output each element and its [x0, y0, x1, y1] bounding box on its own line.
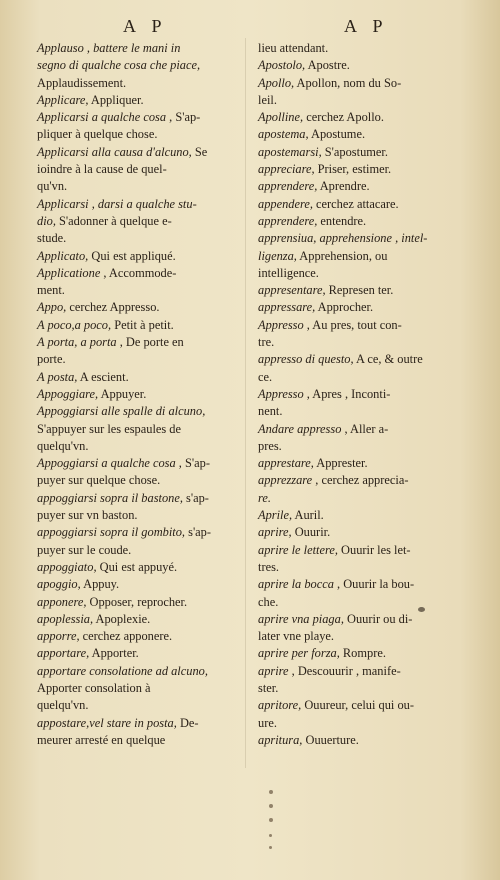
entry-term: aprire vna piaga, — [258, 611, 344, 626]
dictionary-line — [258, 524, 462, 541]
dictionary-line — [37, 351, 237, 368]
header-left: A P — [123, 16, 168, 36]
dictionary-line — [258, 230, 462, 247]
entry-definition: entendre. — [317, 213, 367, 228]
dictionary-line — [37, 317, 237, 334]
entry-term: appreciare, — [258, 162, 315, 177]
entry-term: appoggiarsi sopra il bastone, — [37, 490, 183, 505]
dictionary-line — [258, 732, 462, 749]
entry-definition: porte. — [37, 352, 66, 367]
dictionary-line — [37, 126, 237, 143]
entry-definition: Apollon, nom du So- — [294, 75, 402, 90]
entry-term: appoggiato, — [37, 559, 97, 574]
entry-definition: intelligence. — [258, 265, 319, 280]
dictionary-line — [258, 213, 462, 230]
dictionary-line — [37, 680, 237, 697]
entry-definition: S'apostumer. — [321, 144, 388, 159]
dictionary-line — [258, 161, 462, 178]
entry-term: apportare, — [37, 646, 90, 661]
entry-definition: pliquer à quelque chose. — [37, 127, 158, 142]
dictionary-line — [37, 265, 237, 282]
dictionary-line — [37, 628, 237, 645]
dictionary-line — [258, 178, 462, 195]
entry-definition: ce. — [258, 369, 273, 384]
entry-definition: quelqu'vn. — [37, 698, 89, 713]
dictionary-line — [37, 594, 237, 611]
entry-term: apprendere, — [258, 179, 318, 194]
dictionary-line — [258, 92, 462, 109]
entry-term: apoplessia, — [37, 611, 94, 626]
dictionary-line — [258, 57, 462, 74]
dictionary-line — [37, 403, 237, 420]
entry-definition: Priser, estimer. — [314, 162, 392, 177]
dictionary-line — [37, 524, 237, 541]
dictionary-line — [37, 438, 237, 455]
page-ornament — [266, 790, 276, 850]
entry-term: apritura, — [258, 732, 303, 747]
entry-term: appressare, — [258, 300, 316, 315]
dictionary-line — [258, 265, 462, 282]
entry-term: Appresso — [258, 317, 304, 332]
entry-term: Andare appresso — [258, 421, 342, 436]
entry-definition: , Ouurir la bou- — [333, 577, 415, 592]
dictionary-line — [258, 611, 462, 628]
dictionary-line — [37, 611, 237, 628]
right-column — [258, 40, 462, 749]
running-header — [0, 16, 500, 38]
entry-definition: puyer sur quelque chose. — [37, 473, 161, 488]
entry-term: apostema, — [258, 127, 309, 142]
dictionary-line — [258, 490, 462, 507]
dictionary-line — [37, 715, 237, 732]
entry-definition: later vne playe. — [258, 629, 335, 644]
dictionary-line — [258, 299, 462, 316]
dictionary-line — [37, 386, 237, 403]
entry-term: apprezzare — [258, 473, 313, 488]
header-right: A P — [344, 16, 389, 36]
entry-definition: pres. — [258, 438, 282, 453]
dictionary-line — [37, 663, 237, 680]
entry-term: appresentare, — [258, 283, 326, 298]
entry-definition: cerchez apponere. — [79, 629, 173, 644]
entry-definition: Represen ter. — [325, 283, 394, 298]
entry-definition: tre. — [258, 335, 275, 350]
entry-term: Appoggiare, — [37, 386, 99, 401]
dictionary-line — [37, 334, 237, 351]
entry-term: aprire la bocca — [258, 577, 334, 592]
entry-term: Applicatione — [37, 265, 101, 280]
dictionary-line — [258, 697, 462, 714]
entry-definition: , Au pres, tout con- — [303, 317, 402, 332]
dictionary-line — [37, 369, 237, 386]
entry-definition: quelqu'vn. — [37, 438, 89, 453]
dictionary-line — [37, 576, 237, 593]
entry-definition: meurer arresté en quelque — [37, 732, 166, 747]
dictionary-line — [258, 109, 462, 126]
dictionary-line — [37, 542, 237, 559]
dictionary-line — [37, 75, 237, 92]
dictionary-line — [258, 282, 462, 299]
entry-term: Applauso , battere le mani in — [37, 41, 181, 55]
dictionary-line — [258, 645, 462, 662]
entry-definition: lieu attendant. — [258, 41, 329, 55]
column-divider — [245, 38, 246, 768]
dictionary-line — [37, 178, 237, 195]
dictionary-line — [37, 559, 237, 576]
entry-term: Appoggiarsi a qualche cosa — [37, 456, 176, 471]
dictionary-line — [258, 455, 462, 472]
entry-term: appresso di questo, — [258, 352, 354, 367]
entry-definition: S'adonner à quelque e- — [55, 213, 172, 228]
entry-term: Apostolo, — [258, 58, 306, 73]
entry-definition: Apprehension, ou — [296, 248, 388, 263]
left-column — [37, 40, 237, 749]
entry-definition: , Accommode- — [100, 265, 177, 280]
dictionary-line — [258, 715, 462, 732]
entry-term: apoggio, — [37, 577, 81, 592]
entry-definition: Auril. — [292, 508, 324, 523]
dictionary-line — [37, 490, 237, 507]
entry-definition: ure. — [258, 715, 277, 730]
entry-term: apportare consolatione ad alcuno, — [37, 663, 208, 678]
entry-definition: Qui est appliqué. — [88, 248, 176, 263]
entry-term: apostemarsi, — [258, 144, 322, 159]
entry-term: A posta, — [37, 369, 78, 384]
dictionary-line — [37, 732, 237, 749]
entry-definition: , Aller a- — [341, 421, 389, 436]
dictionary-line — [258, 126, 462, 143]
entry-term: aprire, — [258, 525, 292, 540]
entry-term: aprire — [258, 663, 289, 678]
ink-blot — [418, 607, 425, 612]
entry-term: Applicare, — [37, 92, 89, 107]
entry-definition: s'ap- — [182, 490, 209, 505]
entry-term: Appo, — [37, 300, 67, 315]
dictionary-line — [258, 472, 462, 489]
entry-definition: Petit à petit. — [111, 317, 174, 332]
dictionary-line — [258, 40, 462, 57]
dictionary-line — [258, 144, 462, 161]
entry-term: apprendere, — [258, 213, 318, 228]
entry-term: Appresso — [258, 386, 304, 401]
entry-definition: Ouurir les let- — [337, 542, 411, 557]
dictionary-line — [37, 455, 237, 472]
entry-term: appostare,vel stare in posta, — [37, 715, 177, 730]
entry-term: re. — [258, 490, 271, 505]
entry-term: A porta, a porta — [37, 335, 117, 350]
entry-definition: ioindre à la cause de quel- — [37, 162, 167, 177]
entry-definition: ment. — [37, 283, 65, 298]
entry-definition: puyer sur le coude. — [37, 542, 132, 557]
entry-term: Aprile, — [258, 508, 293, 523]
dictionary-line — [37, 92, 237, 109]
entry-definition: , S'ap- — [166, 110, 201, 125]
entry-term: aprire per forza, — [258, 646, 340, 661]
entry-definition: puyer sur vn baston. — [37, 508, 138, 523]
entry-term: apprestare, — [258, 456, 314, 471]
dictionary-line — [37, 161, 237, 178]
dictionary-line — [258, 196, 462, 213]
dictionary-line — [37, 40, 237, 57]
entry-definition: Ouuerture. — [302, 732, 359, 747]
entry-definition: qu'vn. — [37, 179, 68, 194]
entry-definition: Appuyer. — [98, 386, 147, 401]
entry-definition: leil. — [258, 92, 277, 107]
entry-definition: Apoplexie. — [93, 611, 151, 626]
dictionary-line — [37, 282, 237, 299]
entry-definition: Apostume. — [308, 127, 366, 142]
entry-term: Apollo, — [258, 75, 295, 90]
dictionary-line — [37, 109, 237, 126]
entry-definition: , S'ap- — [175, 456, 210, 471]
entry-definition: Ouurir. — [291, 525, 331, 540]
entry-definition: Apostre. — [305, 58, 350, 73]
entry-term: aprire le lettere, — [258, 542, 338, 557]
dictionary-line — [258, 576, 462, 593]
dictionary-line — [37, 144, 237, 161]
entry-definition: Aprendre. — [317, 179, 370, 194]
entry-term: ligenza, — [258, 248, 297, 263]
dictionary-line — [37, 299, 237, 316]
dictionary-line — [37, 421, 237, 438]
dictionary-line — [258, 594, 462, 611]
entry-definition: Appliquer. — [88, 92, 144, 107]
entry-definition: Ouurir ou di- — [343, 611, 413, 626]
entry-term: dio, — [37, 213, 56, 228]
dictionary-line — [37, 697, 237, 714]
dictionary-line — [258, 248, 462, 265]
entry-term: segno di qualche cosa che piace, — [37, 58, 201, 73]
dictionary-line — [37, 57, 237, 74]
dictionary-line — [37, 230, 237, 247]
dictionary-line — [258, 351, 462, 368]
dictionary-line — [37, 645, 237, 662]
entry-definition: cerchez Apollo. — [303, 110, 384, 125]
dictionary-line — [37, 248, 237, 265]
dictionary-line — [37, 213, 237, 230]
entry-term: Apolline, — [258, 110, 304, 125]
entry-term: Applicarsi a qualche cosa — [37, 110, 167, 125]
dictionary-line — [258, 628, 462, 645]
entry-definition: , Apres , Inconti- — [303, 386, 391, 401]
dictionary-line — [37, 472, 237, 489]
dictionary-line — [258, 507, 462, 524]
entry-definition: stude. — [37, 231, 67, 246]
dictionary-line — [258, 369, 462, 386]
dictionary-line — [37, 507, 237, 524]
entry-definition: Qui est appuyé. — [96, 559, 178, 574]
entry-term: apprensiua, apprehensione , intel- — [258, 231, 428, 246]
dictionary-line — [258, 559, 462, 576]
entry-term: A poco,a poco, — [37, 317, 112, 332]
entry-term: Applicato, — [37, 248, 89, 263]
dictionary-line — [258, 317, 462, 334]
entry-term: appendere, — [258, 196, 313, 211]
dictionary-line — [258, 334, 462, 351]
dictionary-line — [37, 196, 237, 213]
entry-definition: , Descouurir , manife- — [288, 663, 401, 678]
entry-definition: Appuy. — [80, 577, 120, 592]
entry-term: Applicarsi , darsi a qualche stu- — [37, 196, 197, 211]
entry-definition: A ce, & outre — [353, 352, 423, 367]
dictionary-line — [258, 663, 462, 680]
dictionary-line — [258, 386, 462, 403]
entry-definition: A escient. — [77, 369, 129, 384]
entry-definition: Apprester. — [313, 456, 368, 471]
dictionary-line — [258, 438, 462, 455]
entry-definition: Applaudissement. — [37, 75, 127, 90]
entry-definition: cerchez Appresso. — [66, 300, 160, 315]
dictionary-line — [258, 421, 462, 438]
entry-definition: Se — [191, 144, 208, 159]
entry-definition: cerchez attacare. — [312, 196, 399, 211]
entry-definition: , De porte en — [116, 335, 184, 350]
entry-definition: tres. — [258, 559, 279, 574]
entry-definition: che. — [258, 594, 279, 609]
dictionary-line — [258, 680, 462, 697]
dictionary-line — [258, 403, 462, 420]
dictionary-line — [258, 542, 462, 559]
entry-definition: S'appuyer sur les espaules de — [37, 421, 181, 436]
entry-term: Appoggiarsi alle spalle di alcuno, — [37, 404, 206, 419]
entry-definition: Apporter consolation à — [37, 680, 151, 695]
entry-definition: Apporter. — [89, 646, 139, 661]
entry-term: apporre, — [37, 629, 80, 644]
dictionary-line — [258, 75, 462, 92]
entry-definition: De- — [176, 715, 199, 730]
entry-term: apponere, — [37, 594, 87, 609]
entry-definition: ster. — [258, 680, 279, 695]
entry-definition: , cerchez apprecia- — [312, 473, 409, 488]
entry-definition: Ouureur, celui qui ou- — [301, 698, 414, 713]
entry-definition: nent. — [258, 404, 283, 419]
entry-term: Applicarsi alla causa d'alcuno, — [37, 144, 192, 159]
entry-definition: Approcher. — [315, 300, 374, 315]
entry-definition: s'ap- — [185, 525, 212, 540]
entry-term: apritore, — [258, 698, 302, 713]
entry-term: appoggiarsi sopra il gombito, — [37, 525, 186, 540]
entry-definition: Rompre. — [339, 646, 386, 661]
entry-definition: Opposer, reprocher. — [86, 594, 188, 609]
